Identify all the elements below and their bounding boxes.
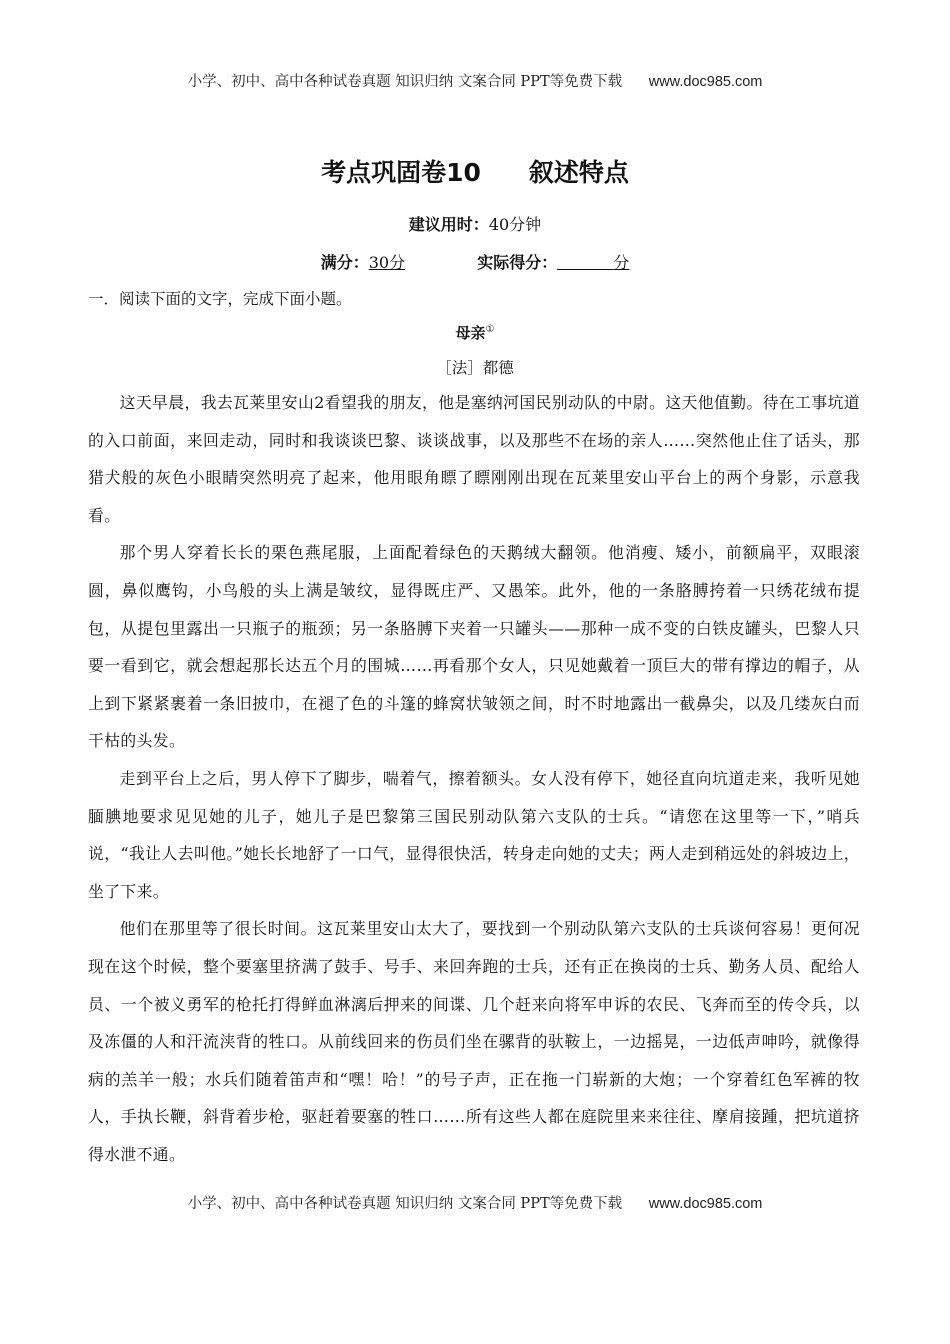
- score-line: [0, 250, 950, 273]
- title-main: 考点巩固卷10: [321, 158, 481, 187]
- passage-author: ［法］都德: [436, 359, 514, 377]
- page-header: [0, 70, 950, 91]
- page-footer: [0, 1192, 950, 1213]
- header-url[interactable]: www.doc985.com: [648, 74, 763, 90]
- header-text: 小学、初中、高中各种试卷真题 知识归纳 文案合同 PPT等免费下载: [187, 74, 623, 90]
- full-score-label: 满分：: [320, 253, 369, 272]
- suggested-time-value: 40分钟: [488, 215, 542, 234]
- actual-score-unit: 分: [613, 253, 630, 272]
- question-intro: 一．阅读下面的文字，完成下面小题。: [88, 290, 352, 308]
- passage-title-text: 母亲: [455, 324, 486, 342]
- passage-title: [0, 322, 950, 343]
- footer-url[interactable]: www.doc985.com: [648, 1196, 763, 1212]
- actual-score-blank[interactable]: [557, 255, 613, 270]
- suggested-time-label: 建议用时：: [408, 215, 489, 234]
- footer-text: 小学、初中、高中各种试卷真题 知识归纳 文案合同 PPT等免费下载: [187, 1196, 623, 1212]
- passage-body: [88, 384, 860, 1173]
- paragraph: 他们在那里等了很长时间。这瓦莱里安山太大了，要找到一个别动队第六支队的士兵谈何容易！更何况现在这个时候，整个要塞里挤满了鼓手、号手、来回奔跑的士兵，还有正在换岗的士兵、勤务人员、配给人员、一个被义勇军的枪托打得鲜血淋漓后押来的间谍、几个赶来向将军申诉的农民、飞奔而至的传令兵，以及冻僵的人和汗流浃背的牲口。从前线回来的伤员们坐在骡背的驮鞍上，一边摇晃，一边低声呻吟，就像得病的羔羊一般；水兵们随着笛声和“嘿！哈！”的号子声，正在拖一门崭新的大炮；一个穿着红色军裤的牧人，手执长鞭，斜背着步枪，驱赶着要塞的牲口……所有这些人都在庭院里来来往往、摩肩接踵，把坑道挤得水泄不通。: [88, 919, 860, 1164]
- footnote-mark: ①: [485, 324, 495, 335]
- suggested-time: [0, 212, 950, 235]
- actual-score-label: 实际得分：: [477, 253, 558, 272]
- full-score-value: 30分: [368, 253, 406, 272]
- title-topic: 叙述特点: [528, 158, 629, 187]
- page-title: [0, 153, 950, 189]
- paragraph: 这天早晨，我去瓦莱里安山2看望我的朋友，他是塞纳河国民别动队的中尉。这天他值勤。待在工事坑道的入口前面，来回走动，同时和我谈谈巴黎、谈谈战事，以及那些不在场的亲人……突然他止住了话头，那猎犬般的灰色小眼睛突然明亮了起来，他用眼角瞟了瞟刚刚出现在瓦莱里安山平台上的两个身影，示意我看。: [88, 393, 860, 525]
- paragraph: 那个男人穿着长长的栗色燕尾服，上面配着绿色的天鹅绒大翻领。他消瘦、矮小，前额扁平，双眼滚圆，鼻似鹰钩，小鸟般的头上满是皱纹，显得既庄严、又愚笨。此外，他的一条胳膊挎着一只绣花绒布提包，从提包里露出一只瓶子的瓶颈；另一条胳膊下夹着一只罐头——那种一成不变的白铁皮罐头，巴黎人只要一看到它，就会想起那长达五个月的围城……再看那个女人，只见她戴着一顶巨大的带有撑边的帽子，从上到下紧紧裹着一条旧披巾，在褪了色的斗篷的蜂窝状皱领之间，时不时地露出一截鼻尖，以及几缕灰白而干枯的头发。: [88, 543, 860, 751]
- paragraph: 走到平台上之后，男人停下了脚步，喘着气，擦着额头。女人没有停下，她径直向坑道走来，我听见她腼腆地要求见见她的儿子，她儿子是巴黎第三国民别动队第六支队的士兵。“请您在这里等一下，”哨兵说，“我让人去叫他。”她长长地舒了一口气，显得很快活，转身走向她的丈夫；两人走到稍远处的斜坡边上，坐了下来。: [88, 768, 860, 901]
